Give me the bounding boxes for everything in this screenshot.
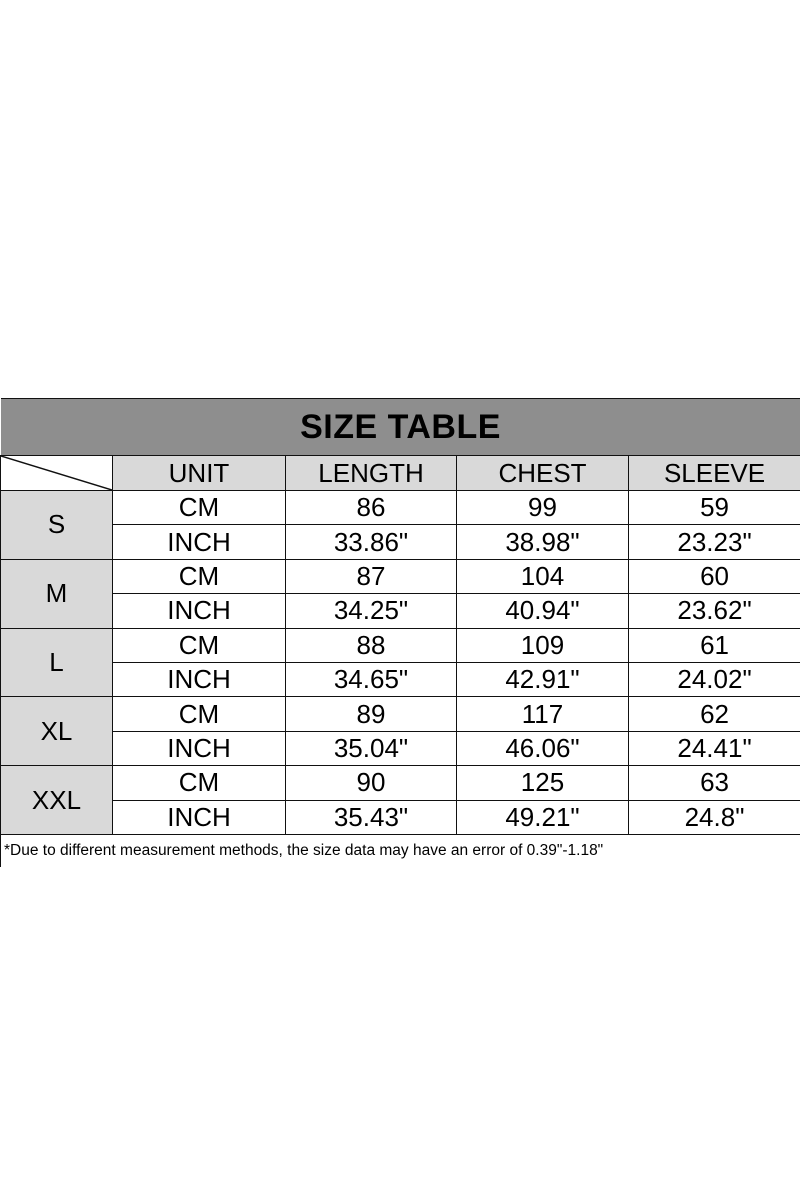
unit-cell: CM [113,697,286,731]
header-chest: CHEST [457,456,629,491]
unit-cell: CM [113,766,286,800]
table-title: SIZE TABLE [1,399,800,456]
note-body [1,834,800,867]
chest-cell: 125 [457,766,629,800]
measurement-note: *Due to different measurement methods, the size data may have an error of 0.39"-1.18" [1,834,800,867]
chest-cell: 42.91" [457,662,629,696]
sleeve-cell: 23.62" [629,594,800,628]
unit-cell: INCH [113,525,286,559]
chest-cell: 117 [457,697,629,731]
diagonal-line [1,456,112,490]
sleeve-cell: 23.23" [629,525,800,559]
table-row [1,766,800,800]
chest-cell: 38.98" [457,525,629,559]
size-label: XL [1,697,113,766]
size-label: XXL [1,766,113,835]
header-unit: UNIT [113,456,286,491]
unit-cell: INCH [113,594,286,628]
length-cell: 35.43" [286,800,457,834]
table-row [1,628,800,662]
sleeve-cell: 63 [629,766,800,800]
note-row [1,834,800,867]
table-row [1,491,800,525]
chest-cell: 109 [457,628,629,662]
table-row [1,731,800,765]
unit-cell: INCH [113,662,286,696]
sleeve-cell: 59 [629,491,800,525]
unit-cell: INCH [113,731,286,765]
header-length: LENGTH [286,456,457,491]
table-row [1,800,800,834]
length-cell: 86 [286,491,457,525]
sleeve-cell: 60 [629,559,800,593]
unit-cell: CM [113,628,286,662]
size-label: M [1,559,113,628]
size-rows [1,491,800,835]
chest-cell: 99 [457,491,629,525]
length-cell: 34.25" [286,594,457,628]
sleeve-cell: 61 [629,628,800,662]
sleeve-cell: 24.41" [629,731,800,765]
header-sleeve: SLEEVE [629,456,800,491]
title-row [1,399,800,456]
length-cell: 87 [286,559,457,593]
chest-cell: 49.21" [457,800,629,834]
size-table [0,398,800,867]
length-cell: 34.65" [286,662,457,696]
sleeve-cell: 24.8" [629,800,800,834]
length-cell: 35.04" [286,731,457,765]
table-row [1,525,800,559]
size-label: S [1,491,113,560]
length-cell: 33.86" [286,525,457,559]
chest-cell: 40.94" [457,594,629,628]
size-table-body [1,399,800,491]
chest-cell: 104 [457,559,629,593]
chest-cell: 46.06" [457,731,629,765]
sleeve-cell: 62 [629,697,800,731]
length-cell: 88 [286,628,457,662]
unit-cell: INCH [113,800,286,834]
sleeve-cell: 24.02" [629,662,800,696]
table-row [1,697,800,731]
length-cell: 89 [286,697,457,731]
table-row [1,594,800,628]
size-label: L [1,628,113,697]
table-row [1,559,800,593]
length-cell: 90 [286,766,457,800]
corner-cell [1,456,113,491]
unit-cell: CM [113,559,286,593]
unit-cell: CM [113,491,286,525]
table-row [1,662,800,696]
header-row [1,456,800,491]
